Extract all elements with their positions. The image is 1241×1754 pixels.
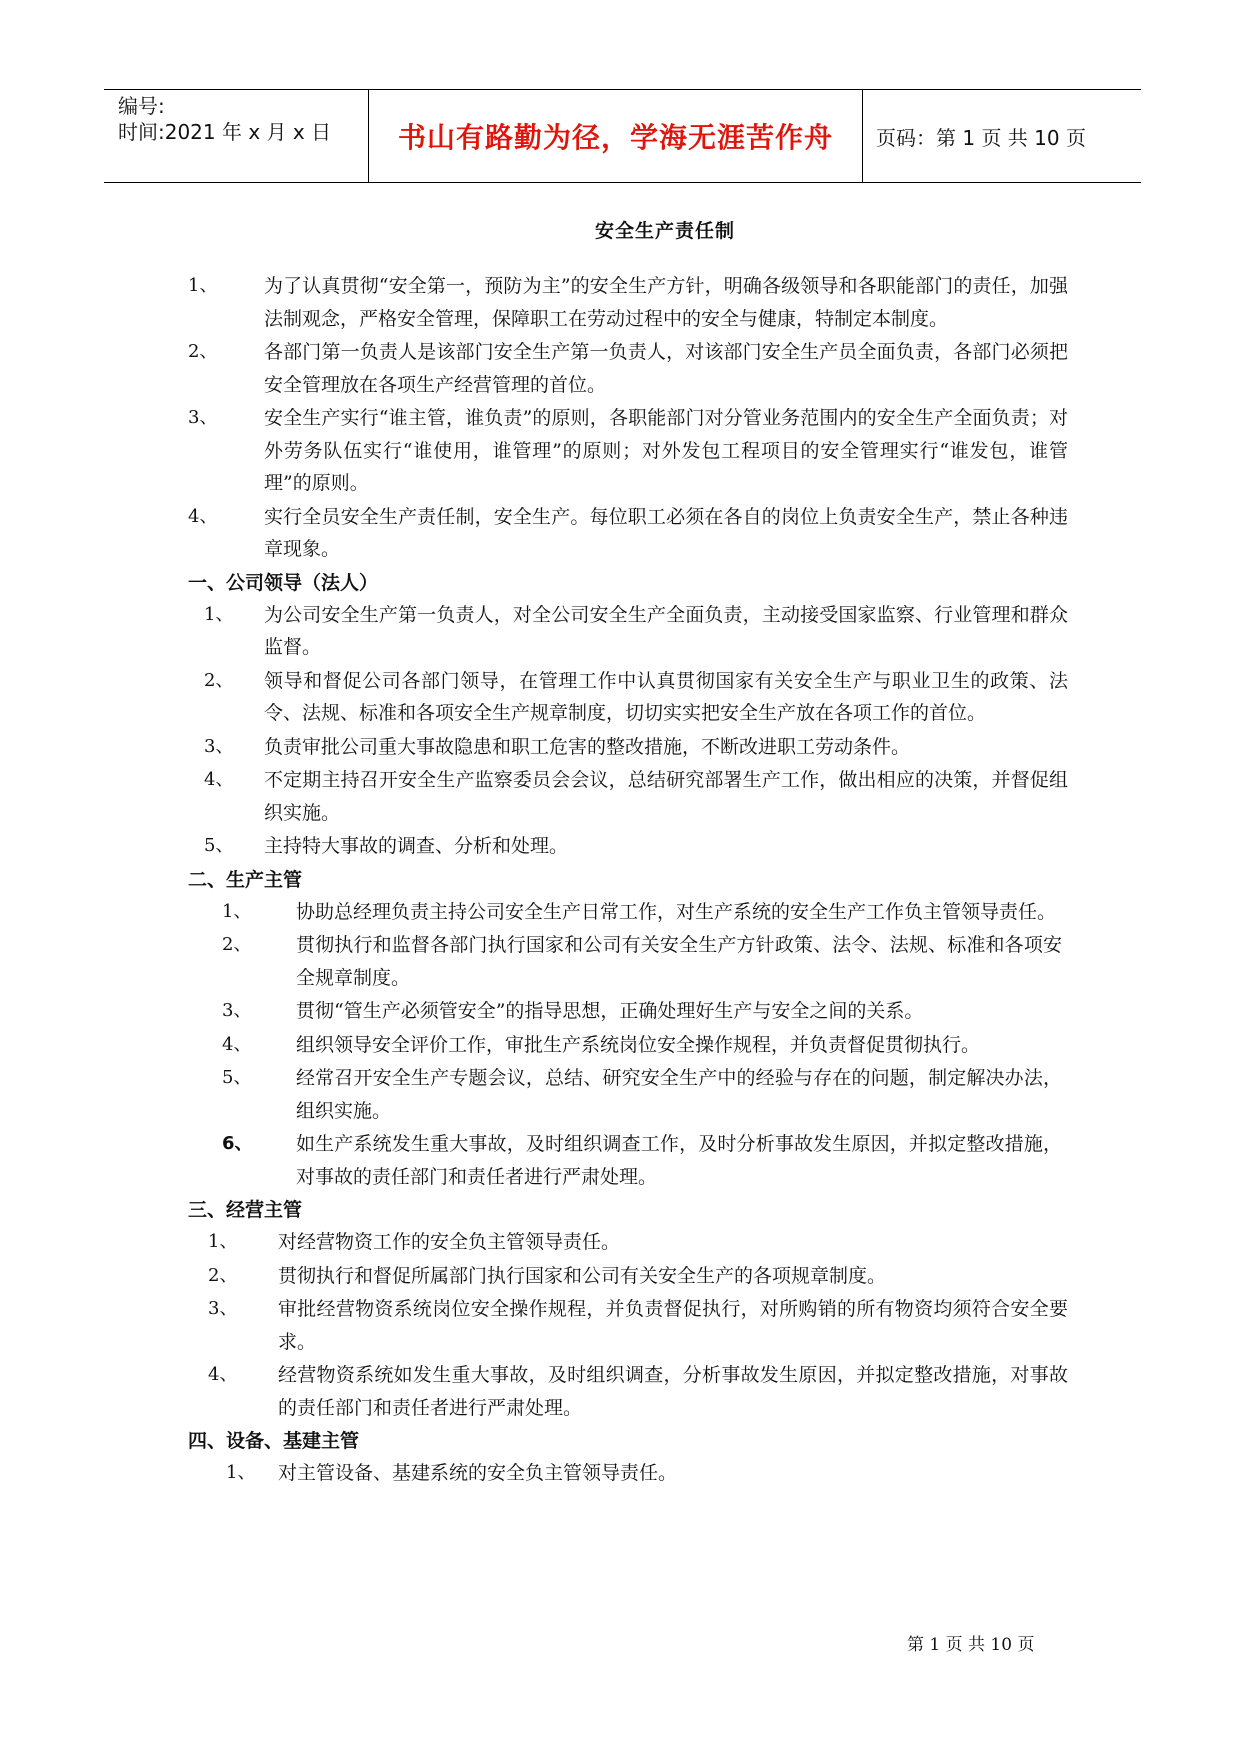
document-time-label: 时间:2021 年 x 月 x 日	[118, 120, 332, 144]
item-text: 贯彻执行和督促所属部门执行国家和公司有关安全生产的各项规章制度。	[278, 1264, 887, 1287]
section-heading: 二、生产主管	[188, 868, 303, 891]
item-text: 经营物资系统如发生重大事故，及时组织调查，分析事故发生原因，并拟定整改措施，对事故的责任部门和责任者进行严肃处理。	[278, 1364, 1068, 1419]
item-text: 领导和督促公司各部门领导，在管理工作中认真贯彻国家有关安全生产与职业卫生的政策、法令、法规、标准和各项安全生产规章制度，切切实实把安全生产放在各项工作的首位。	[264, 669, 1068, 724]
item-number: 1、	[188, 275, 218, 296]
list-item	[188, 1359, 1068, 1424]
list-item	[188, 1457, 1068, 1490]
document-number-label: 编号:	[118, 94, 165, 118]
section-heading: 四、设备、基建主管	[188, 1430, 360, 1452]
list-item	[188, 1260, 1068, 1293]
item-number: 3、	[222, 1000, 252, 1021]
item-number: 5、	[222, 1067, 252, 1088]
item-text: 实行全员安全生产责任制，安全生产。每位职工必须在各自的岗位上负责安全生产，禁止各种违章现象。	[264, 505, 1068, 560]
item-text: 经常召开安全生产专题会议，总结、研究安全生产中的经验与存在的问题，制定解决办法，组织实施。	[296, 1067, 1062, 1122]
item-text: 安全生产实行“谁主管，谁负责”的原则，各职能部门对分管业务范围内的安全生产全面负责；对外劳务队伍实行“谁使用，谁管理”的原则；对外发包工程项目的安全管理实行“谁发包，谁管理”的原则。	[264, 407, 1068, 494]
list-item	[188, 995, 1068, 1028]
item-text: 协助总经理负责主持公司安全生产日常工作，对生产系统的安全生产工作负主管领导责任。	[296, 900, 1057, 923]
item-number: 6、	[222, 1133, 253, 1154]
item-text: 为公司安全生产第一负责人，对全公司安全生产全面负责，主动接受国家监察、行业管理和群众监督。	[264, 603, 1068, 658]
list-item	[188, 1062, 1068, 1127]
item-number: 1、	[204, 603, 234, 625]
header-page-cell	[862, 90, 1141, 182]
page-header	[104, 89, 1141, 183]
section-list	[188, 1457, 1068, 1490]
document-body	[188, 270, 1068, 1491]
item-text: 各部门第一负责人是该部门安全生产第一负责人，对该部门安全生产员全面负责，各部门必须把安全管理放在各项生产经营管理的首位。	[264, 341, 1068, 396]
page-footer: 第 1 页 共 10 页	[907, 1635, 1035, 1655]
list-item	[188, 896, 1068, 929]
item-number: 2、	[222, 934, 252, 955]
item-number: 4、	[188, 505, 218, 527]
section-heading: 三、经营主管	[188, 1199, 303, 1221]
header-motto-cell	[368, 90, 863, 182]
list-item	[188, 1128, 1068, 1193]
section-list	[188, 896, 1068, 1194]
item-text: 主持特大事故的调查、分析和处理。	[264, 835, 569, 857]
item-text: 不定期主持召开安全生产监察委员会会议，总结研究部署生产工作，做出相应的决策，并督促组织实施。	[264, 769, 1068, 824]
item-number: 4、	[208, 1364, 238, 1385]
item-text: 贯彻“管生产必须管安全”的指导思想，正确处理好生产与安全之间的关系。	[296, 1000, 924, 1022]
item-number: 1、	[208, 1231, 238, 1252]
header-left-cell	[104, 90, 368, 182]
intro-list	[188, 270, 1068, 566]
item-number: 5、	[204, 835, 234, 856]
list-item	[188, 665, 1068, 730]
item-text: 组织领导安全评价工作，审批生产系统岗位安全操作规程，并负责督促贯彻执行。	[296, 1033, 981, 1056]
item-number: 3、	[208, 1298, 238, 1319]
header-page-code: 页码：第 1 页 共 10 页	[876, 125, 1086, 150]
list-item	[188, 929, 1068, 994]
item-number: 3、	[204, 735, 234, 757]
list-item	[188, 830, 1068, 863]
item-number: 4、	[222, 1033, 252, 1055]
item-number: 3、	[188, 407, 218, 428]
item-number: 4、	[204, 769, 234, 790]
section-list	[188, 599, 1068, 863]
item-text: 为了认真贯彻“安全第一，预防为主”的安全生产方针，明确各级领导和各职能部门的责任，加强法制观念，严格安全管理，保障职工在劳动过程中的安全与健康，特制定本制度。	[264, 275, 1068, 330]
intro-item	[188, 270, 1068, 335]
intro-item	[188, 402, 1068, 500]
item-text: 负责审批公司重大事故隐患和职工危害的整改措施，不断改进职工劳动条件。	[264, 735, 911, 758]
item-text: 贯彻执行和监督各部门执行国家和公司有关安全生产方针政策、法令、法规、标准和各项安全规章制度。	[296, 934, 1062, 989]
item-number: 1、	[226, 1462, 256, 1483]
intro-item	[188, 501, 1068, 566]
section-heading: 一、公司领导（法人）	[188, 571, 379, 594]
item-text: 审批经营物资系统岗位安全操作规程，并负责督促执行，对所购销的所有物资均须符合安全要求。	[278, 1298, 1068, 1353]
list-item	[188, 1293, 1068, 1358]
item-text: 如生产系统发生重大事故，及时组织调查工作，及时分析事故发生原因，并拟定整改措施，对事故的责任部门和责任者进行严肃处理。	[296, 1133, 1062, 1188]
list-item	[188, 599, 1068, 664]
intro-item	[188, 336, 1068, 401]
item-text: 对经营物资工作的安全负主管领导责任。	[278, 1231, 621, 1253]
list-item	[188, 1029, 1068, 1062]
list-item	[188, 731, 1068, 764]
document-title: 安全生产责任制	[594, 220, 735, 242]
item-number: 2、	[204, 669, 234, 691]
item-number: 2、	[208, 1264, 238, 1286]
list-item	[188, 1226, 1068, 1259]
item-number: 1、	[222, 900, 252, 922]
item-number: 2、	[188, 341, 218, 362]
section-list	[188, 1226, 1068, 1424]
item-text: 对主管设备、基建系统的安全负主管领导责任。	[278, 1462, 678, 1484]
header-motto: 书山有路勤为径，学海无涯苦作舟	[397, 121, 833, 154]
list-item	[188, 764, 1068, 829]
